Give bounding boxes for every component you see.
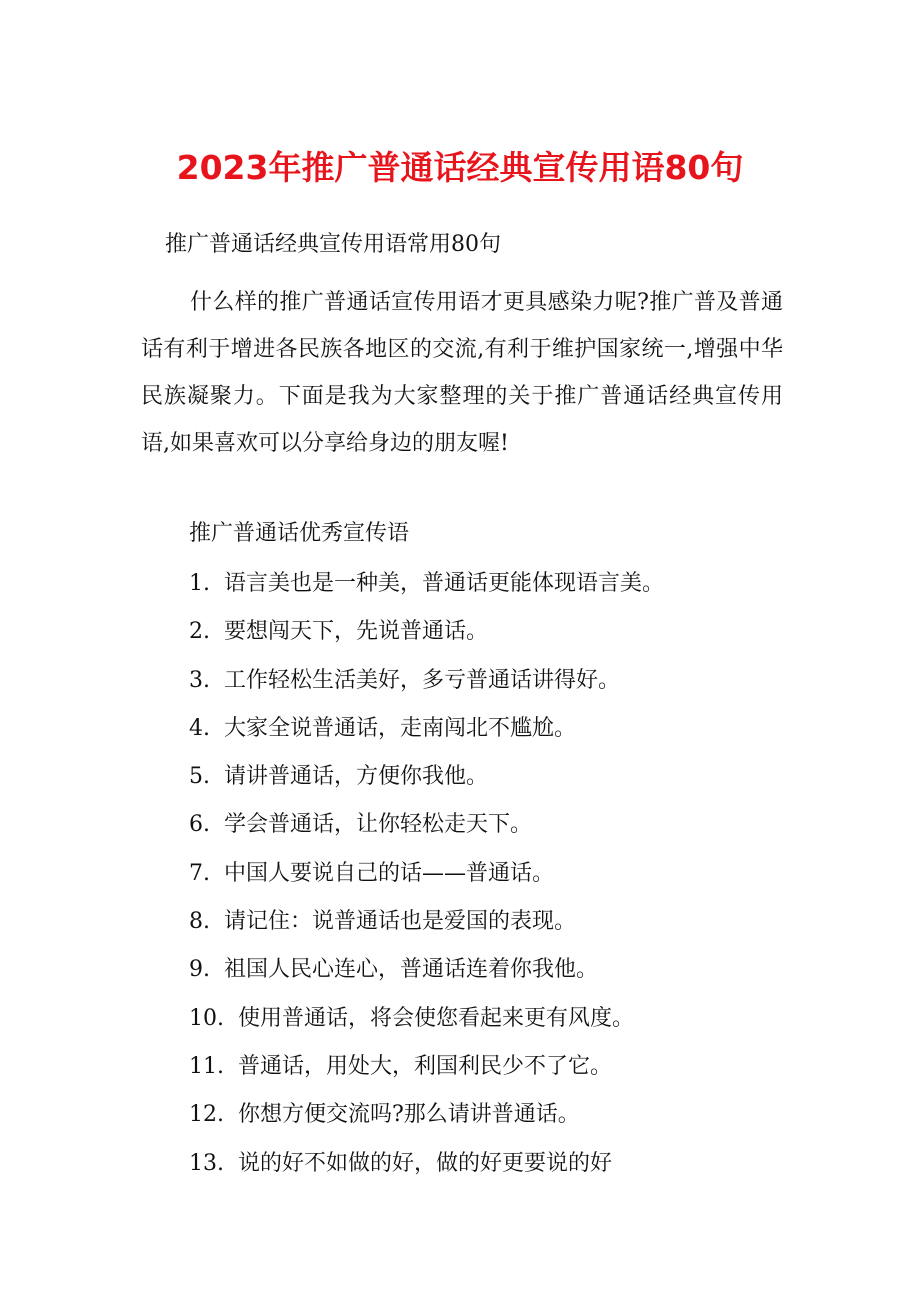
list-item xyxy=(189,903,664,951)
item-number: 10. xyxy=(189,1005,224,1031)
item-text: 要想闯天下，先说普通话。 xyxy=(224,619,489,645)
list-item xyxy=(189,855,664,903)
slogan-list xyxy=(189,565,664,1193)
list-item xyxy=(189,1000,664,1048)
item-number: 6. xyxy=(189,812,210,838)
item-number: 9. xyxy=(189,957,210,983)
item-number: 11. xyxy=(189,1053,224,1079)
list-item xyxy=(189,710,664,758)
item-number: 4. xyxy=(189,715,210,741)
list-item xyxy=(189,806,664,854)
list-item xyxy=(189,1145,664,1193)
item-text: 大家全说普通话，走南闯北不尴尬。 xyxy=(224,715,577,741)
item-text: 工作轻松生活美好，多亏普通话讲得好。 xyxy=(224,667,621,693)
document-subtitle: 推广普通话经典宣传用语常用80句 xyxy=(165,232,501,257)
item-number: 12. xyxy=(189,1102,224,1128)
intro-paragraph: 什么样的推广普通话宣传用语才更具感染力呢?推广普及普通话有利于增进各民族各地区的交流,有利于维护国家统一,增强中华民族凝聚力。下面是我为大家整理的关于推广普通话经典宣传用语,如果喜欢可以分享给身边的朋友喔! xyxy=(141,290,783,456)
list-item xyxy=(189,758,664,806)
document-title: 2023年推广普通话经典宣传用语80句 xyxy=(176,148,744,187)
list-item xyxy=(189,1096,664,1144)
list-item xyxy=(189,662,664,710)
item-text: 说的好不如做的好，做的好更要说的好 xyxy=(238,1150,613,1176)
item-text: 普通话，用处大，利国利民少不了它。 xyxy=(238,1053,613,1079)
item-text: 祖国人民心连心，普通话连着你我他。 xyxy=(224,957,599,983)
item-text: 中国人要说自己的话——普通话。 xyxy=(224,860,555,886)
list-item xyxy=(189,565,664,613)
item-text: 你想方便交流吗?那么请讲普通话。 xyxy=(238,1102,580,1128)
item-number: 13. xyxy=(189,1150,224,1176)
item-number: 8. xyxy=(189,909,210,935)
list-item xyxy=(189,613,664,661)
item-number: 2. xyxy=(189,619,210,645)
item-text: 使用普通话，将会使您看起来更有风度。 xyxy=(238,1005,635,1031)
item-number: 1. xyxy=(189,571,210,596)
list-item xyxy=(189,951,664,999)
item-number: 7. xyxy=(189,860,210,886)
list-item xyxy=(189,1048,664,1096)
item-number: 5. xyxy=(189,764,210,790)
item-text: 请记住：说普通话也是爱国的表现。 xyxy=(224,909,577,935)
item-text: 语言美也是一种美，普通话更能体现语言美。 xyxy=(224,571,665,596)
section-heading: 推广普通话优秀宣传语 xyxy=(189,521,410,546)
item-text: 请讲普通话，方便你我他。 xyxy=(224,764,489,790)
item-number: 3. xyxy=(189,667,210,693)
item-text: 学会普通话，让你轻松走天下。 xyxy=(224,812,533,838)
